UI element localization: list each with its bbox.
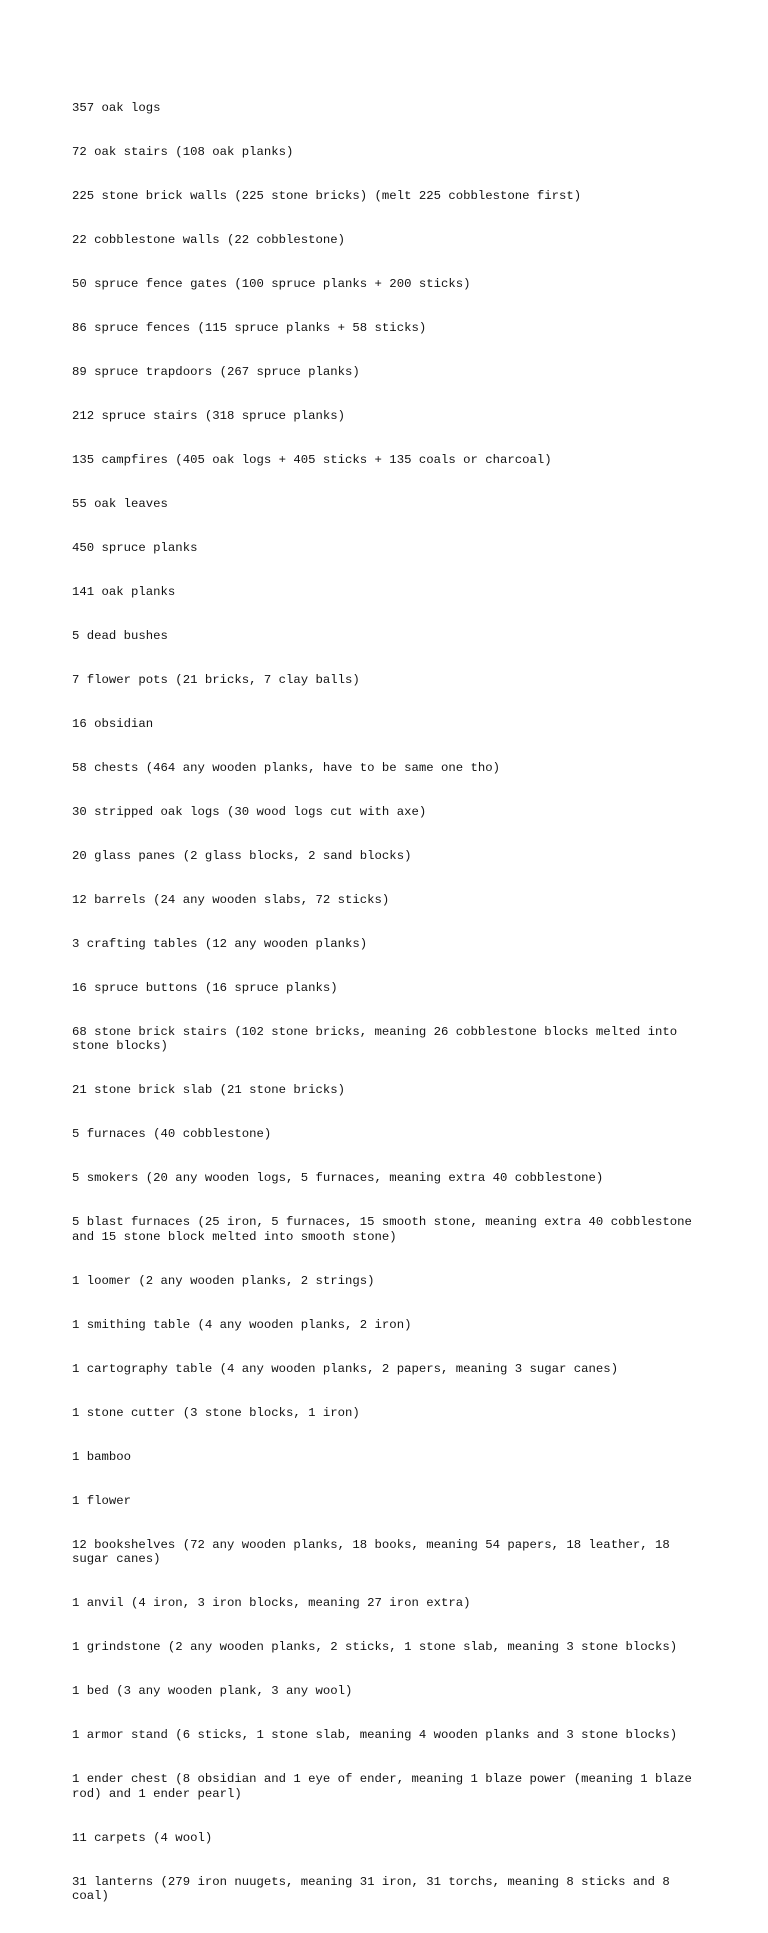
text-line: 16 obsidian xyxy=(72,716,154,731)
text-line: 1 flower xyxy=(72,1493,132,1508)
text-line: 22 cobblestone walls (22 cobblestone) xyxy=(72,233,346,248)
text-line: 141 oak planks xyxy=(72,584,176,599)
document-body xyxy=(72,72,702,1933)
text-line: 3 crafting tables (12 any wooden planks) xyxy=(72,936,368,951)
text-line: 1 cartography table (4 any wooden planks, 2 papers, meaning 3 sugar canes) xyxy=(72,1361,619,1376)
text-line: 357 oak logs xyxy=(72,101,161,116)
text-line: 12 bookshelves (72 any wooden planks, 18 books, meaning 54 papers, 18 leather, 18 sugar canes) xyxy=(72,1537,678,1567)
text-line: 5 dead bushes xyxy=(72,628,168,643)
text-line: 212 spruce stairs (318 spruce planks) xyxy=(72,409,346,424)
text-line: 20 glass panes (2 glass blocks, 2 sand blocks) xyxy=(72,848,412,863)
text-line: 1 bamboo xyxy=(72,1449,132,1464)
text-line: 5 furnaces (40 cobblestone) xyxy=(72,1127,272,1142)
text-line: 1 loomer (2 any wooden planks, 2 strings) xyxy=(72,1273,375,1288)
text-line: 1 anvil (4 iron, 3 iron blocks, meaning 27 iron extra) xyxy=(72,1596,471,1611)
text-line: 50 spruce fence gates (100 spruce planks + 200 sticks) xyxy=(72,277,471,292)
text-line: 1 grindstone (2 any wooden planks, 2 sticks, 1 stone slab, meaning 3 stone blocks) xyxy=(72,1640,678,1655)
text-line: 86 spruce fences (115 spruce planks + 58 sticks) xyxy=(72,321,427,336)
text-line: 1 smithing table (4 any wooden planks, 2 iron) xyxy=(72,1317,412,1332)
text-line: 12 barrels (24 any wooden slabs, 72 sticks) xyxy=(72,892,390,907)
text-line: 1 armor stand (6 sticks, 1 stone slab, meaning 4 wooden planks and 3 stone blocks) xyxy=(72,1728,678,1743)
text-line: 1 bed (3 any wooden plank, 3 any wool) xyxy=(72,1684,353,1699)
text-line: 58 chests (464 any wooden planks, have to be same one tho) xyxy=(72,760,501,775)
text-line: 21 stone brick slab (21 stone bricks) xyxy=(72,1083,346,1098)
text-line: 7 flower pots (21 bricks, 7 clay balls) xyxy=(72,672,360,687)
text-line: 16 spruce buttons (16 spruce planks) xyxy=(72,980,338,995)
text-line: 89 spruce trapdoors (267 spruce planks) xyxy=(72,365,360,380)
text-line: 135 campfires (405 oak logs + 405 sticks + 135 coals or charcoal) xyxy=(72,453,552,468)
text-line: 31 lanterns (279 iron nuugets, meaning 31 iron, 31 torchs, meaning 8 sticks and 8 coal) xyxy=(72,1874,678,1904)
text-line: 225 stone brick walls (225 stone bricks) (melt 225 cobblestone first) xyxy=(72,189,582,204)
text-line: 30 stripped oak logs (30 wood logs cut with axe) xyxy=(72,804,427,819)
text-line: 450 spruce planks xyxy=(72,541,198,555)
text-line: 5 smokers (20 any wooden logs, 5 furnaces, meaning extra 40 cobblestone) xyxy=(72,1171,604,1186)
text-line: 68 stone brick stairs (102 stone bricks, meaning 26 cobblestone blocks melted into stone blocks) xyxy=(72,1024,685,1054)
text-line: 72 oak stairs (108 oak planks) xyxy=(72,145,294,160)
text-line: 55 oak leaves xyxy=(72,497,168,512)
text-line: 11 carpets (4 wool) xyxy=(72,1830,213,1845)
text-line: 5 blast furnaces (25 iron, 5 furnaces, 15 smooth stone, meaning extra 40 cobblestone and 15 stone block melted into smooth stone) xyxy=(72,1215,700,1244)
text-line: 1 ender chest (8 obsidian and 1 eye of ender, meaning 1 blaze power (meaning 1 blaze rod) and 1 ender pearl) xyxy=(72,1772,700,1801)
text-line: 1 stone cutter (3 stone blocks, 1 iron) xyxy=(72,1405,360,1420)
